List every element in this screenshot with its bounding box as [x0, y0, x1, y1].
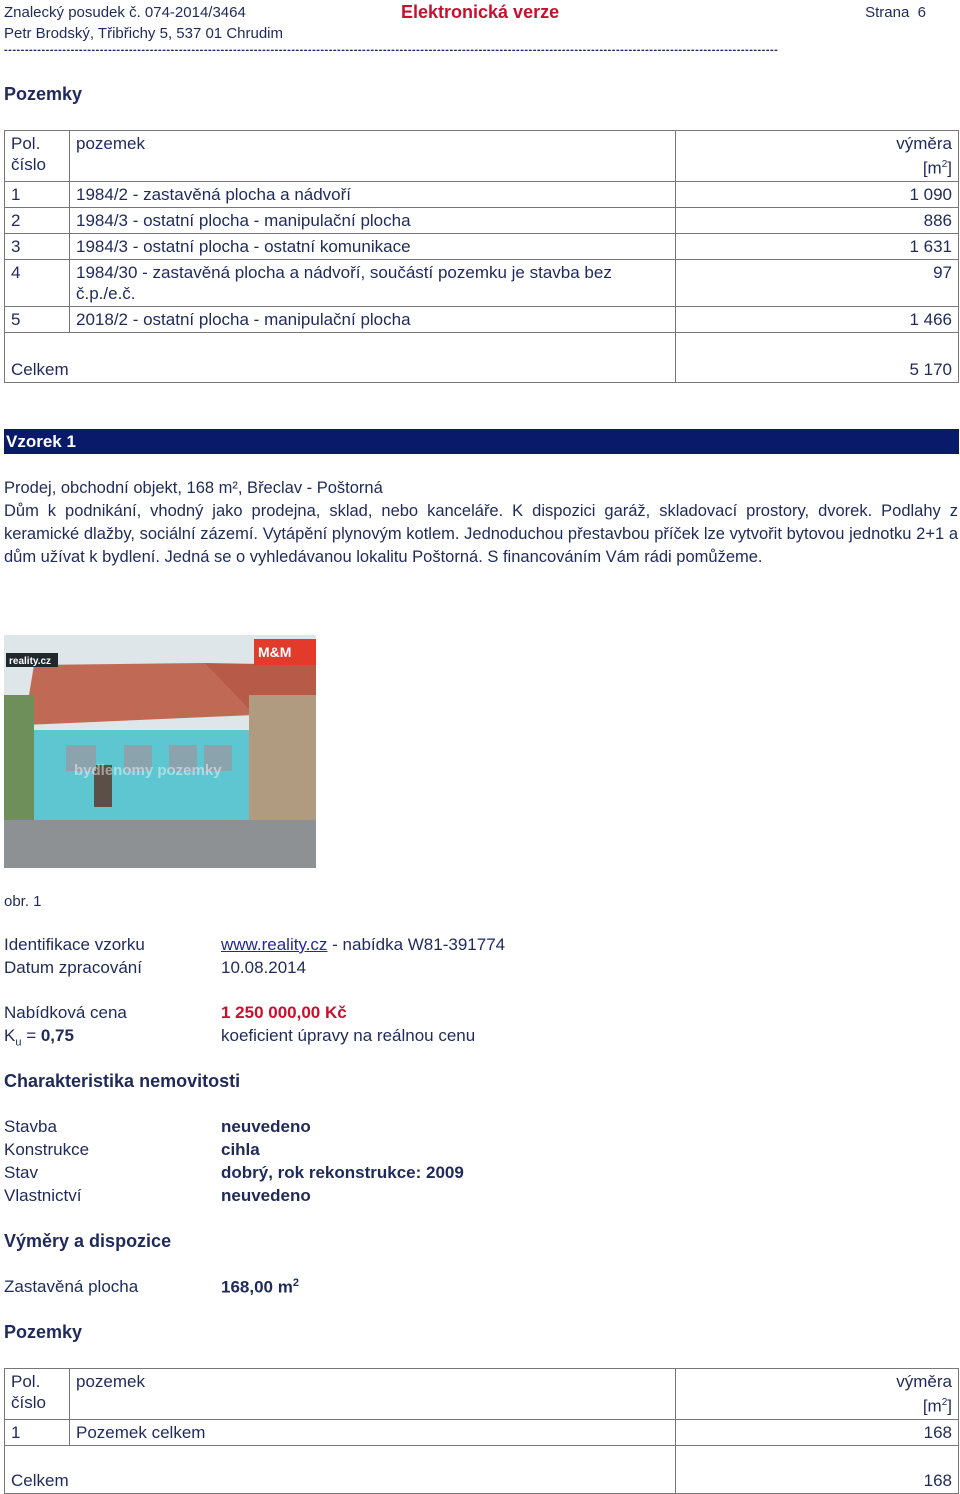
cell-land: Pozemek celkem	[70, 1419, 676, 1445]
date-value: 10.08.2014	[221, 958, 307, 977]
stav-label: Stav	[4, 1163, 39, 1182]
photo-watermark-reality: reality.cz	[9, 656, 52, 667]
id-value: www.reality.cz - nabídka W81-391774	[221, 935, 506, 954]
cell-land: 2018/2 - ostatní plocha - manipulační plocha	[70, 306, 676, 332]
table-row	[5, 259, 959, 306]
source-link[interactable]: www.reality.cz	[221, 935, 328, 954]
stav-value: dobrý, rok rekonstrukce: 2009	[221, 1163, 464, 1182]
photo-caption: obr. 1	[4, 893, 42, 910]
cell-number: 3	[5, 233, 70, 259]
vlastnictvi-value: neuvedeno	[221, 1186, 311, 1205]
cell-area: 1 631	[676, 233, 959, 259]
zastavena-plocha-value: 168,00 $m^2$	[221, 1277, 299, 1297]
konstrukce-label: Konstrukce	[4, 1140, 90, 1159]
col-header-land: pozemek	[70, 131, 676, 182]
cell-number: 1	[5, 181, 70, 207]
price-label: Nabídková cena	[4, 1003, 127, 1022]
land-table-2	[4, 1368, 959, 1494]
col-header-land: pozemek	[70, 1369, 676, 1420]
table-header-row	[5, 1369, 959, 1420]
cell-number: 5	[5, 306, 70, 332]
price-value: 1 250 000,00 Kč	[221, 1003, 347, 1022]
stavba-value: neuvedeno	[221, 1117, 311, 1136]
property-photo	[4, 635, 316, 868]
zastavena-plocha-label: Zastavěná plocha	[4, 1277, 139, 1296]
cell-number: 1	[5, 1419, 70, 1445]
cell-land: 1984/30 - zastavěná plocha a nádvoří, součástí pozemku je stavba bez č.p./e.č.	[70, 259, 676, 306]
col-header-number: Pol. číslo	[5, 1369, 70, 1420]
total-label: Celkem	[5, 1445, 676, 1493]
sample-text: Dům k podnikání, vhodný jako prodejna, sklad, nebo kanceláře. K dispozici garáž, skladovací prostory, dvorek. Podlahy z keramické dlažby, sociální zázemí. Vytápění plynovým kotlem. Jednoduchou přestavbou příček lze vytvořit bytovou jednotku 2+1 a dům užívat k bydlení. Jedná se o vyhledávanou lokalitu Poštorná. S financováním Vám rádi pomůžeme.	[4, 502, 958, 566]
cell-area: 168	[676, 1419, 959, 1445]
table-row	[5, 306, 959, 332]
section-title-charakteristika: Charakteristika nemovitosti	[4, 1071, 241, 1091]
building-image	[4, 635, 316, 868]
cell-land: 1984/2 - zastavěná plocha a nádvoří	[70, 181, 676, 207]
sample-description	[4, 477, 958, 569]
table-row	[5, 1419, 959, 1445]
table-row	[5, 233, 959, 259]
col-header-area: výměra $[m^2]$	[676, 131, 959, 182]
table-row	[5, 181, 959, 207]
vlastnictvi-label: Vlastnictví	[4, 1186, 82, 1205]
cell-area: 1 090	[676, 181, 959, 207]
header-divider: ------------------------------------------------------------------------------------------------------------------------------------------------------------------------------------------	[4, 44, 779, 56]
page-number: Strana 6	[865, 4, 926, 21]
ku-description: koeficient úpravy na reálnou cenu	[221, 1026, 476, 1045]
photo-watermark-text: bydlenomy pozemky	[74, 762, 222, 779]
cell-number: 2	[5, 207, 70, 233]
report-title: Znalecký posudek č. 074-2014/3464	[4, 4, 246, 21]
section-title-vymery: Výměry a dispozice	[4, 1231, 172, 1251]
land-table	[4, 130, 959, 383]
sample-title-bar: Vzorek 1	[4, 429, 959, 454]
konstrukce-value: cihla	[221, 1140, 260, 1159]
table-total-row	[5, 1445, 959, 1493]
sample-headline: Prodej, obchodní objekt, 168 m², Břeclav - Poštorná	[4, 479, 383, 497]
author-address: Petr Brodský, Třibřichy 5, 537 01 Chrudim	[4, 25, 284, 42]
total-label: Celkem	[5, 332, 676, 382]
section-title-pozemky-2: Pozemky	[4, 1322, 83, 1342]
table-header-row	[5, 131, 959, 182]
stavba-label: Stavba	[4, 1117, 57, 1136]
cell-area: 1 466	[676, 306, 959, 332]
cell-land: 1984/3 - ostatní plocha - ostatní komunikace	[70, 233, 676, 259]
col-header-area: výměra $[m^2]$	[676, 1369, 959, 1420]
electronic-version-label: Elektronická verze	[401, 2, 560, 22]
col-header-number: Pol. číslo	[5, 131, 70, 182]
cell-area: 886	[676, 207, 959, 233]
cell-area: 97	[676, 259, 959, 306]
date-label: Datum zpracování	[4, 958, 142, 977]
id-label: Identifikace vzorku	[4, 935, 145, 954]
ku-label: $K_u = 0,75$	[4, 1026, 74, 1049]
total-value: 5 170	[676, 332, 959, 382]
section-title-pozemky: Pozemky	[4, 84, 83, 104]
cell-number: 4	[5, 259, 70, 306]
cell-land: 1984/3 - ostatní plocha - manipulační plocha	[70, 207, 676, 233]
table-row	[5, 207, 959, 233]
photo-watermark-mm: M&M	[258, 644, 292, 660]
total-value: 168	[676, 1445, 959, 1493]
table-total-row	[5, 332, 959, 382]
